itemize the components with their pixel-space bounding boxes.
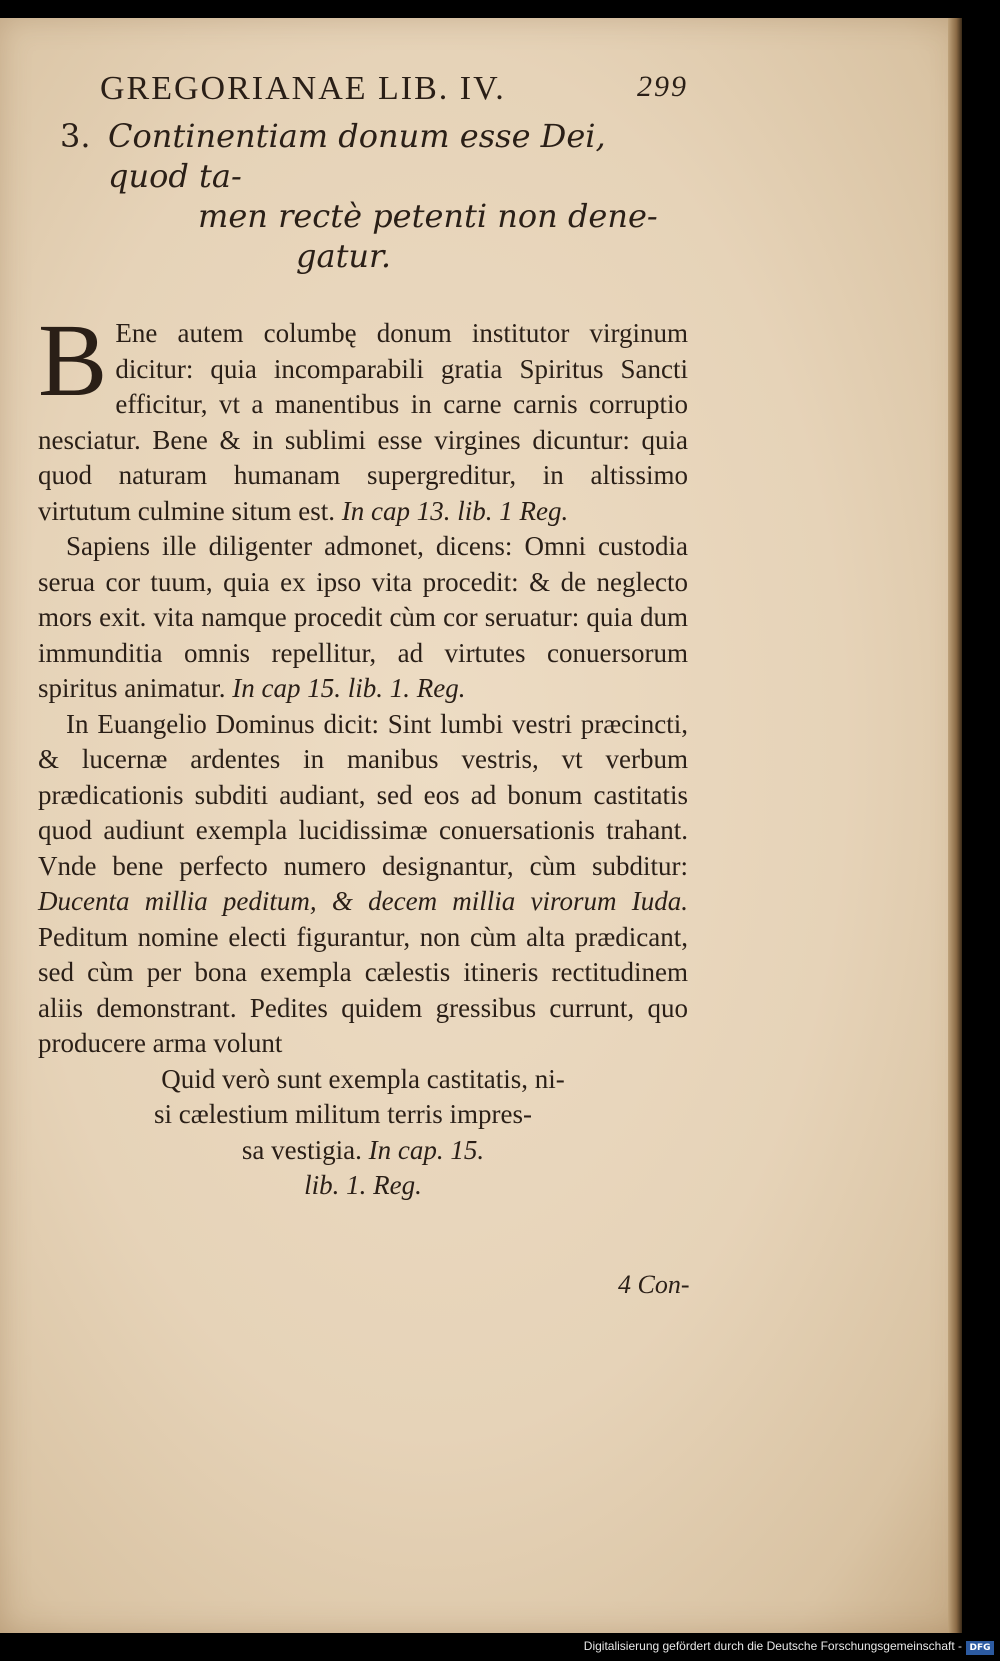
catchword: 4 Con- [618, 1270, 690, 1299]
tapered-ending [38, 1062, 688, 1204]
taper-line-4: lib. 1. Reg. [304, 1170, 422, 1200]
running-head-title: GREGORIANAE LIB. IV. [100, 70, 506, 107]
text-block [38, 58, 688, 1204]
drop-cap: B [38, 303, 108, 418]
paragraph-3 [38, 707, 688, 1062]
section-number: 3. [60, 117, 91, 155]
footer-bar [0, 1633, 1000, 1661]
page-edge [948, 18, 962, 1633]
page-number: 299 [637, 70, 688, 103]
citation: In cap 15. lib. 1. Reg. [232, 673, 466, 703]
heading-line-1: Continentiam donum esse Dei, quod ta- [108, 117, 606, 195]
paragraph-2-text: Sapiens ille diligenter admonet, dicens: Omni custodia serua cor tuum, quia ex ipso vita procedit: & de neglecto mors exit. vita namque procedit cùm cor seruatur: quia dum immunditia omnis repellitur, ad virtutes conuersorum spiritus animatur. [38, 531, 688, 703]
citation: In cap 13. lib. 1 Reg. [341, 495, 569, 526]
taper-line-3-text: sa vestigia. [241, 1134, 362, 1165]
book-page [0, 18, 962, 1633]
paragraph-1-text: Ene autem columbę donum institutor virginum dicitur: quia incomparabili gratia Spiritus Sancti efficitur, vt a manentibus in carne carnis corruptio nesciatur. Bene & in sublimi esse virgines dicuntur: quia quod naturam humanam supergreditur, in altissimo virtutum culmine situm est. [38, 318, 688, 526]
taper-line-2: si cælestium militum terris impres- [154, 1099, 532, 1129]
paragraph-1 [38, 303, 688, 529]
funding-notice: Digitalisierung gefördert durch die Deutsche Forschungsgemeinschaft - [583, 1639, 962, 1653]
paragraph-3-text-a: In Euangelio Dominus dicit: Sint lumbi vestri præcincti, & lucernæ ardentes in manibus vestris, vt verbum prædicationis subditi audiant, sed eos ad bonum castitatis quod audiunt exempla lucidissimæ conuersationis trahant. Vnde bene perfecto numero designantur, cùm subditur: [38, 708, 688, 881]
section-heading [38, 116, 688, 276]
scripture-quote: Ducenta millia peditum, & decem millia virorum Iuda. [38, 886, 688, 916]
body-text [38, 303, 688, 1204]
running-head [38, 58, 688, 116]
taper-line-1: Quid verò sunt exempla castitatis, ni- [161, 1063, 565, 1094]
citation: In cap. 15. [368, 1134, 485, 1165]
heading-line-2: men rectè petenti non dene- [198, 197, 658, 235]
paragraph-3-text-b: Peditum nomine electi figurantur, non cùm alta prædicant, sed cùm per bona exempla cælestis itineris rectitudinem aliis demonstrant. Pedites quidem gressibus currunt, quo producere arma volunt [38, 921, 688, 1058]
paragraph-2 [38, 529, 688, 707]
dfg-logo-icon: DFG [966, 1641, 994, 1655]
heading-line-3: gatur. [296, 237, 391, 275]
taper-line-3 [38, 1133, 688, 1169]
